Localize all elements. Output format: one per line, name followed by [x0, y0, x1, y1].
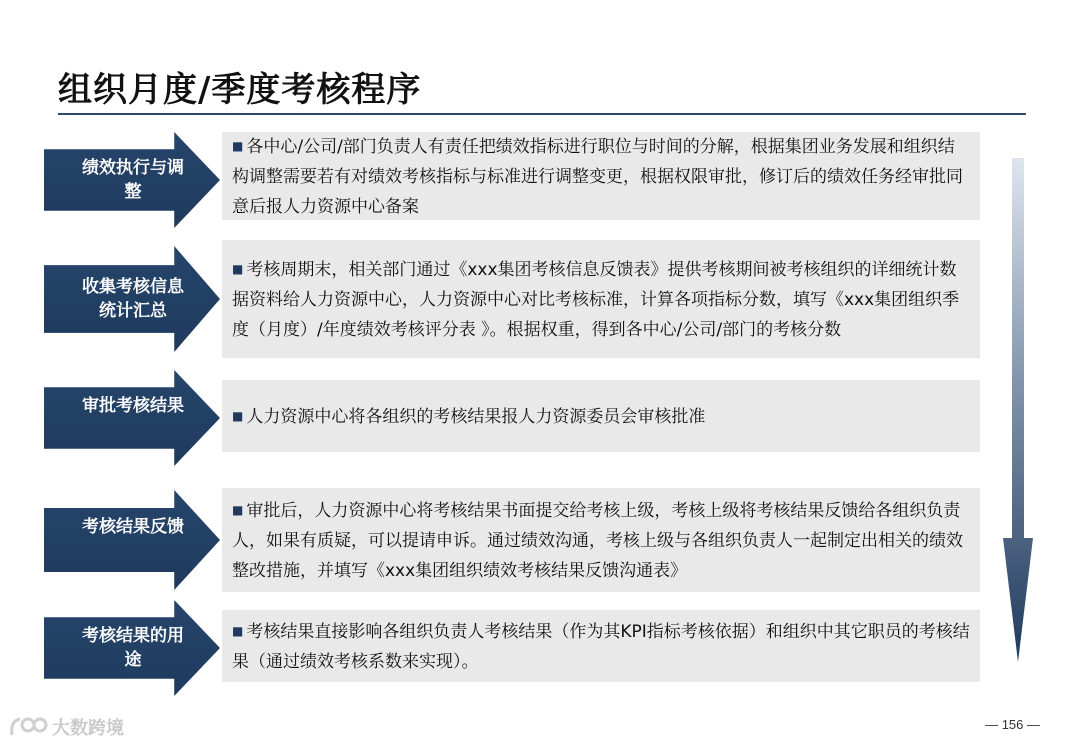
step-arrow-3 [44, 370, 220, 466]
watermark [8, 714, 124, 740]
step-description-2 [222, 240, 980, 358]
square-bullet-icon: ■ [232, 623, 244, 638]
step-label-3: 审批考核结果 [82, 396, 184, 416]
step-label-4: 考核结果反馈 [82, 517, 184, 537]
square-bullet-icon: ■ [232, 261, 244, 276]
title-divider [58, 113, 1026, 115]
square-bullet-icon: ■ [232, 138, 244, 153]
process-step-5 [44, 600, 984, 696]
step-description-1 [222, 132, 980, 220]
timeline-down-arrow-icon [1003, 158, 1033, 662]
page-title: 组织月度/季度考核程序 [58, 70, 422, 110]
step-arrow-4 [44, 490, 220, 590]
step-text-1: 各中心/公司/部门负责人有责任把绩效指标进行职位与时间的分解，根据集团业务发展和组织结构调整需要若有对绩效考核指标与标准进行调整变更，根据权限审批，修订后的绩效任务经审批同意后报人力资源中心备案 [232, 136, 963, 217]
process-step-2 [44, 240, 984, 358]
watermark-text: 大数跨境 [52, 718, 124, 739]
square-bullet-icon: ■ [232, 408, 244, 423]
step-text-4: 审批后，人力资源中心将考核结果书面提交给考核上级，考核上级将考核结果反馈给各组织负责人，如果有质疑，可以提请申诉。通过绩效沟通，考核上级与各组织负责人一起制定出相关的绩效整改措施，并填写《xxx集团组织绩效考核结果反馈沟通表》 [232, 500, 963, 581]
process-step-4 [44, 488, 984, 592]
process-step-3 [44, 370, 984, 466]
step-label-2: 收集考核信息统计汇总 [82, 277, 184, 321]
step-text-2: 考核周期末，相关部门通过《xxx集团考核信息反馈表》提供考核期间被考核组织的详细统计数据资料给人力资源中心，人力资源中心对比考核标准，计算各项指标分数，填写《xxx集团组织季度（月度）/年度绩效考核评分表 》。根据权重，得到各中心/公司/部门的考核分数 [232, 259, 960, 340]
process-step-1 [44, 132, 984, 228]
step-description-5 [222, 610, 980, 682]
step-description-4 [222, 488, 980, 592]
step-description-3 [222, 380, 980, 452]
page-number: — 156 — [985, 717, 1040, 732]
step-label-5: 考核结果的用途 [82, 626, 184, 670]
step-label-1: 绩效执行与调整 [82, 158, 184, 202]
step-text-3: 人力资源中心将各组织的考核结果报人力资源委员会审核批准 [246, 406, 706, 427]
brand-logo-icon [8, 715, 48, 739]
step-text-5: 考核结果直接影响各组织负责人考核结果（作为其KPI指标考核依据）和组织中其它职员的考核结果（通过绩效考核系数来实现）。 [232, 621, 970, 672]
square-bullet-icon: ■ [232, 502, 244, 517]
